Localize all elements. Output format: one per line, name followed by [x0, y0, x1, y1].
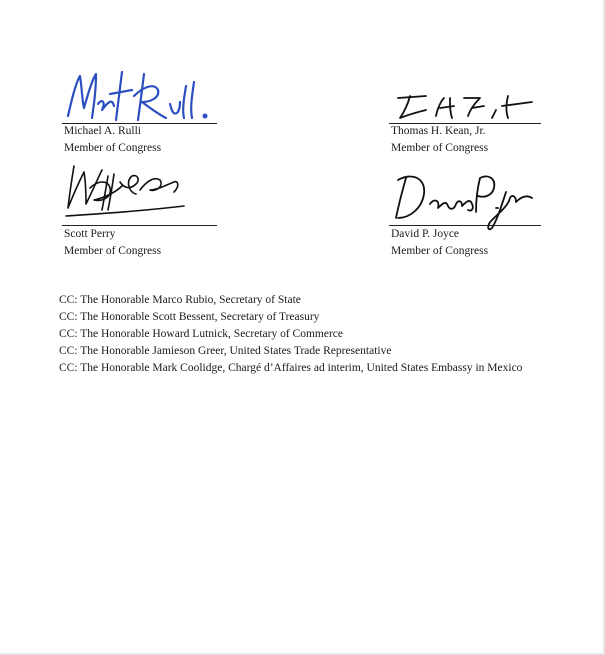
signer-name-perry: Scott Perry: [64, 228, 116, 240]
signer-title-kean: Member of Congress: [391, 142, 489, 154]
cc-line: CC: The Honorable Howard Lutnick, Secretary of Commerce: [59, 328, 344, 340]
signer-name-rulli: Michael A. Rulli: [64, 125, 141, 137]
signature-rulli: [62, 68, 222, 128]
signer-title-rulli: Member of Congress: [64, 142, 162, 154]
signer-name-kean: Thomas H. Kean, Jr.: [391, 125, 486, 137]
cc-line: CC: The Honorable Jamieson Greer, United States Trade Representative: [59, 345, 392, 357]
signature-perry: [64, 158, 194, 226]
cc-list: [59, 292, 539, 377]
cc-line: CC: The Honorable Marco Rubio, Secretary of State: [59, 294, 301, 306]
cc-line: CC: The Honorable Scott Bessent, Secretary of Treasury: [59, 311, 320, 323]
signer-title-perry: Member of Congress: [64, 245, 162, 257]
signer-name-joyce: David P. Joyce: [391, 228, 460, 240]
signature-kean: [392, 88, 542, 124]
signer-title-joyce: Member of Congress: [391, 245, 489, 257]
cc-line: CC: The Honorable Mark Coolidge, Chargé d’Affaires ad interim, United States Embassy in Mexico: [59, 362, 523, 374]
